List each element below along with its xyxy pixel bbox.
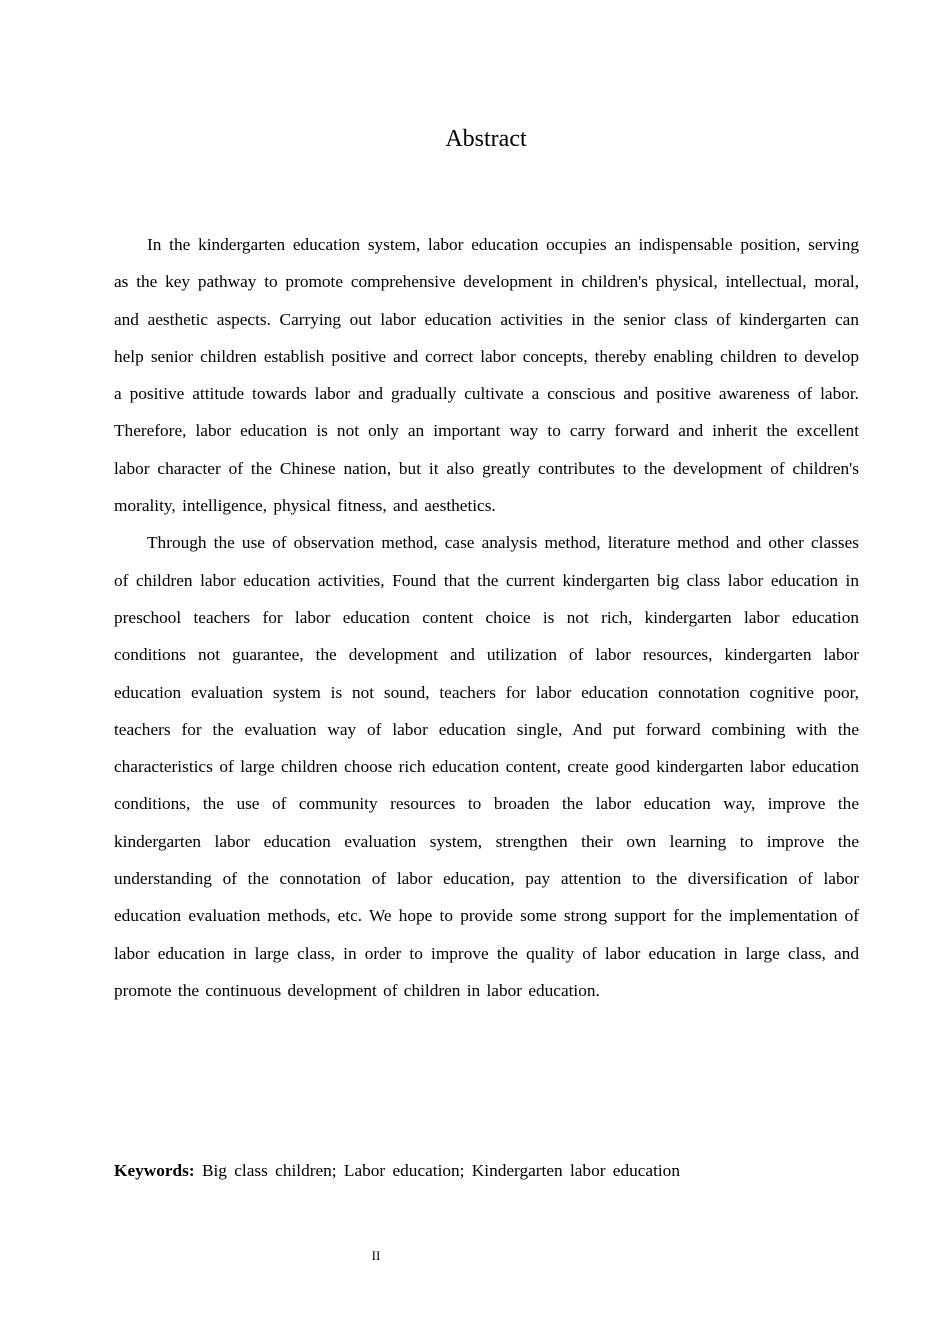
keywords-line (114, 1156, 859, 1186)
abstract-body (114, 226, 859, 1009)
abstract-paragraph-1: In the kindergarten education system, labor education occupies an indispensable position, serving as the key pathway to promote comprehensive development in children's physical, intellectual, moral, and aesthetic aspects. Carrying out labor education activities in the senior class of kindergarten can help senior children establish positive and correct labor concepts, thereby enabling children to develop a positive attitude towards labor and gradually cultivate a conscious and positive awareness of labor. Therefore, labor education is not only an important way to carry forward and inherit the excellent labor character of the Chinese nation, but it also greatly contributes to the development of children's morality, intelligence, physical fitness, and aesthetics. (114, 235, 859, 516)
keywords-text: Big class children; Labor education; Kindergarten labor education (201, 1161, 680, 1180)
page-number: II (371, 1248, 381, 1263)
abstract-paragraph-2: Through the use of observation method, case analysis method, literature method and other classes of children labor education activities, Found that the current kindergarten big class labor education in preschool teachers for labor education content choice is not rich, kindergarten labor education conditions not guarantee, the development and utilization of labor resources, kindergarten labor education evaluation system is not sound, teachers for labor education connotation cognitive poor, teachers for the evaluation way of labor education single, And put forward combining with the characteristics of large children choose rich education content, create good kindergarten labor education conditions, the use of community resources to broaden the labor education way, improve the kindergarten labor education evaluation system, strengthen their own learning to improve the understanding of the connotation of labor education, pay attention to the diversification of labor education evaluation methods, etc. We hope to provide some strong support for the implementation of labor education in large class, in order to improve the quality of labor education in large class, and promote the continuous development of children in labor education. (114, 533, 859, 1000)
page-title: Abstract (445, 126, 527, 152)
keywords-label: Keywords: (114, 1161, 195, 1180)
